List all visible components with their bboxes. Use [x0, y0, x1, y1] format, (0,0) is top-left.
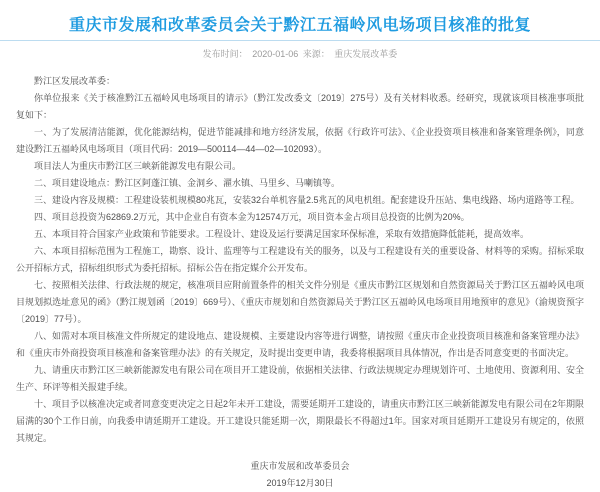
body-paragraph: 你单位报来《关于核准黔江五福岭风电场项目的请示》（黔江发改委文〔2019〕275号）及有关材料收悉。经研究，现就该项目核准事项批复如下： — [16, 93, 584, 120]
body-paragraph: 五、本项目符合国家产业政策和节能要求。工程设计、建设及运行要满足国家环保标准，采取有效措施降低能耗，提高效率。 — [34, 229, 530, 239]
body-paragraph: 七、按照相关法律、行政法规的规定，核准项目应附前置条件的相关文件分别是《重庆市黔江区规划和自然资源局关于黔江区五福岭风电项目规划拟选址意见的函》（黔江规划函〔2019〕669号）、《重庆市规划和自然资源局关于黔江区五福岭风电场项目用地预审的意见》（渝规资预字〔2019〕77号）。 — [16, 280, 584, 324]
meta-line — [0, 48, 600, 60]
body-paragraph: 一、为了发展清洁能源，优化能源结构，促进节能减排和地方经济发展，依据《行政许可法》、《企业投资项目核准和备案管理条例》，同意建设黔江五福岭风电场项目（项目代码：2019—500114—44—02—102093）。 — [16, 127, 584, 154]
body-paragraph: 六、本项目招标范围为工程施工，勘察、设计、监理等与工程建设有关的服务，以及与工程建设有关的重要设备、材料等的采购。招标采取公开招标方式，招标组织形式为委托招标。招标公告在指定媒介公开发布。 — [16, 246, 584, 273]
signature-agency: 重庆市发展和改革委员会 — [250, 461, 350, 471]
signature-date: 2019年12月30日 — [266, 478, 334, 488]
title-divider — [0, 40, 600, 41]
salutation: 黔江区发展改革委： — [34, 76, 116, 86]
document-body — [16, 73, 584, 492]
publish-time-value: 2020-01-06 — [252, 49, 299, 59]
body-paragraph: 二、项目建设地点：黔江区阿蓬江镇、金洞乡、濯水镇、马里乡、马喇镇等。 — [34, 178, 341, 188]
body-paragraph: 八、如需对本项目核准文件所规定的建设地点、建设规模、主要建设内容等进行调整，请按照《重庆市企业投资项目核准和备案管理办法》和《重庆市外商投资项目核准和备案管理办法》的有关规定，及时提出变更申请，我委将根据项目具体情况，作出是否同意变更的书面决定。 — [16, 331, 584, 358]
source-label: 来源： — [302, 49, 330, 59]
body-paragraph: 项目法人为重庆市黔江区三峡新能源发电有限公司。 — [34, 161, 242, 171]
body-paragraph: 三、建设内容及规模：工程建设装机规模80兆瓦，安装32台单机容量2.5兆瓦的风电机组。配套建设升压站、集电线路、场内道路等工程。 — [34, 195, 580, 205]
paragraph-list — [16, 90, 584, 447]
publish-time-label: 发布时间： — [202, 49, 248, 59]
signature-block — [16, 458, 584, 492]
body-paragraph: 四、项目总投资为62869.2万元，其中企业自有资本金为12574万元，项目资本金占项目总投资的比例为20%。 — [34, 212, 470, 222]
document-page — [0, 16, 600, 488]
body-paragraph: 十、项目予以核准决定或者同意变更决定之日起2年未开工建设，需要延期开工建设的，请重庆市黔江区三峡新能源发电有限公司在2年期限届满的30个工作日前，向我委申请延期开工建设。开工建设只能延期一次，期限最长不得超过1年。国家对项目延期开工建设另有规定的，依照其规定。 — [16, 399, 585, 443]
body-paragraph: 九、请重庆市黔江区三峡新能源发电有限公司在项目开工建设前，依据相关法律、行政法规规定办理规划许可、土地使用、资源利用、安全生产、环评等相关报建手续。 — [16, 365, 584, 392]
source-value: 重庆发展改革委 — [334, 49, 398, 59]
page-title: 重庆市发展和改革委员会关于黔江五福岭风电场项目核准的批复 — [68, 17, 531, 34]
